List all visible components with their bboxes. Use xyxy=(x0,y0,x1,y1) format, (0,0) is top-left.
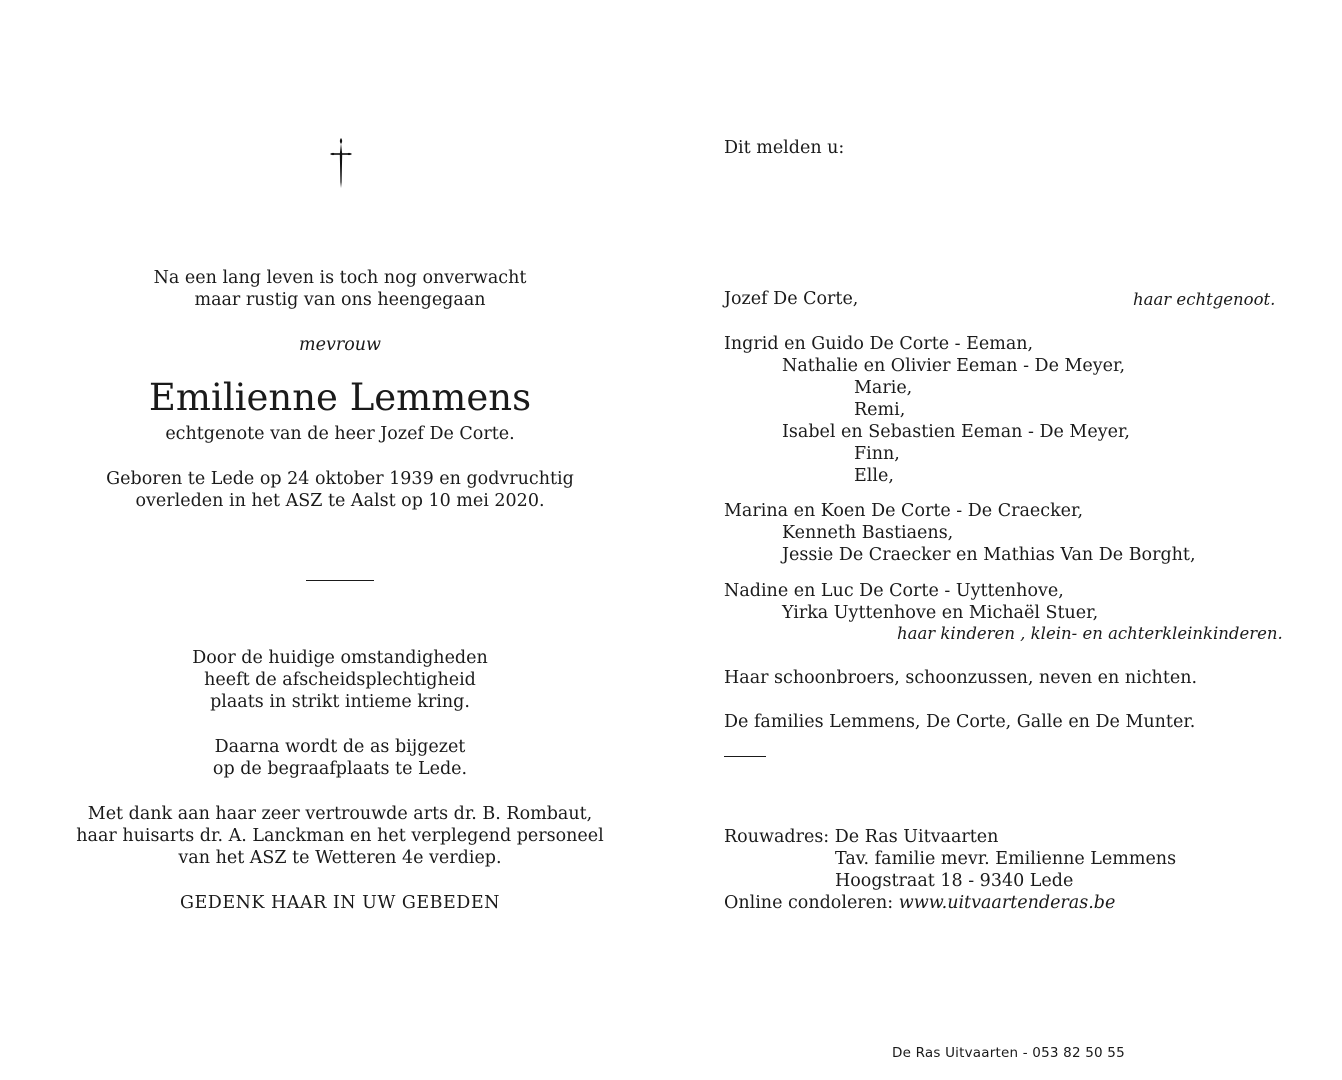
ceremony-line: heeft de afscheidsplechtigheid xyxy=(204,670,476,690)
thanks-text xyxy=(40,803,640,869)
spouse-role: haar echtgenoot. xyxy=(1133,290,1276,309)
family-member: Elle, xyxy=(854,466,894,486)
family-member: Marie, xyxy=(854,378,913,398)
families-line: De families Lemmens, De Corte, Galle en De Munter. xyxy=(724,712,1196,732)
intro-line: maar rustig van ons heengegaan xyxy=(194,290,486,310)
family-member: Yirka Uyttenhove en Michaël Stuer, xyxy=(782,603,1099,623)
spouse-name: Jozef De Corte, xyxy=(724,289,859,309)
family-member: Marina en Koen De Corte - De Craecker, xyxy=(724,501,1084,521)
birth-death-line: Geboren te Lede op 24 oktober 1939 en godvruchtig xyxy=(106,469,574,489)
address-line: Hoogstraat 18 - 9340 Lede xyxy=(835,871,1074,891)
burial-text xyxy=(40,736,640,780)
family-member: Nathalie en Olivier Eeman - De Meyer, xyxy=(782,356,1126,376)
intro-line: Na een lang leven is toch nog onverwacht xyxy=(153,268,527,288)
family-member: Isabel en Sebastien Eeman - De Meyer, xyxy=(782,422,1130,442)
thanks-line: Met dank aan haar zeer vertrouwde arts dr. B. Rombaut, xyxy=(87,804,593,824)
address-label: Rouwadres: De Ras Uitvaarten xyxy=(724,827,999,847)
divider xyxy=(724,756,766,757)
announcement-heading: Dit melden u: xyxy=(724,138,845,158)
birth-death-text xyxy=(40,468,640,512)
burial-line: Daarna wordt de as bijgezet xyxy=(214,737,466,757)
divider xyxy=(306,580,374,581)
salutation: mevrouw xyxy=(299,335,381,355)
family-member: Remi, xyxy=(854,400,906,420)
address-line: Tav. familie mevr. Emilienne Lemmens xyxy=(835,849,1177,869)
family-member: Nadine en Luc De Corte - Uyttenhove, xyxy=(724,581,1064,601)
ceremony-line: plaats in strikt intieme kring. xyxy=(210,692,470,712)
burial-line: op de begraafplaats te Lede. xyxy=(212,759,468,779)
children-role: haar kinderen , klein- en achterkleinkinderen. xyxy=(897,624,1283,643)
thanks-line: haar huisarts dr. A. Lanckman en het verplegend personeel xyxy=(76,826,604,846)
footer-credit: De Ras Uitvaarten - 053 82 50 55 xyxy=(892,1045,1125,1061)
closing-prayer: GEDENK HAAR IN UW GEBEDEN xyxy=(180,893,500,913)
ceremony-text xyxy=(40,647,640,713)
in-laws-line: Haar schoonbroers, schoonzussen, neven en nichten. xyxy=(724,668,1198,688)
family-member: Jessie De Craecker en Mathias Van De Borght, xyxy=(782,545,1196,565)
thanks-line: van het ASZ te Wetteren 4e verdiep. xyxy=(178,848,502,868)
condolence-link[interactable]: www.uitvaartenderas.be xyxy=(898,893,1116,913)
intro-text xyxy=(40,267,640,311)
family-member: Finn, xyxy=(854,444,900,464)
ceremony-line: Door de huidige omstandigheden xyxy=(192,648,488,668)
spouse-line: echtgenote van de heer Jozef De Corte. xyxy=(165,424,515,444)
birth-death-line: overleden in het ASZ te Aalst op 10 mei 2020. xyxy=(135,491,545,511)
family-member: Kenneth Bastiaens, xyxy=(782,523,954,543)
latin-cross-icon xyxy=(328,138,354,188)
online-label: Online condoleren: xyxy=(724,893,899,913)
online-condolence xyxy=(724,892,1115,914)
deceased-name: Emilienne Lemmens xyxy=(148,376,532,419)
family-member: Ingrid en Guido De Corte - Eeman, xyxy=(724,334,1034,354)
